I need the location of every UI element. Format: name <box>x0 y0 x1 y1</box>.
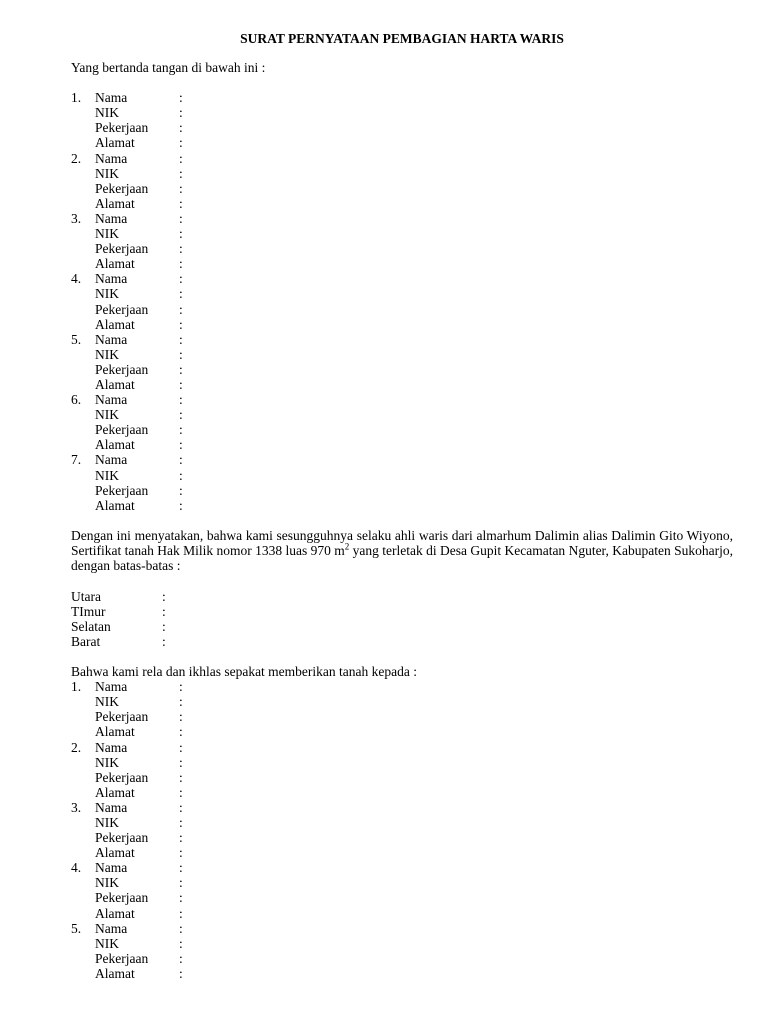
list-number: 2. <box>71 150 82 166</box>
intro-text: Yang bertanda tangan di bawah ini : <box>71 60 266 75</box>
field-label-nik: NIK <box>95 694 119 710</box>
spacer <box>71 75 733 90</box>
field-colon: : <box>179 180 183 196</box>
field-colon: : <box>179 195 183 211</box>
field-label-alamat: Alamat <box>95 437 135 453</box>
field-colon: : <box>179 392 183 408</box>
signatory-item <box>71 151 733 211</box>
field-label-pekerjaan: Pekerjaan <box>95 361 149 377</box>
field-row-nama <box>71 151 733 166</box>
field-row-alamat <box>71 785 733 800</box>
field-colon: : <box>179 407 183 423</box>
field-colon: : <box>179 724 183 740</box>
field-label-nama: Nama <box>95 150 128 166</box>
field-label-nik: NIK <box>95 754 119 770</box>
field-row-pekerjaan <box>71 362 733 377</box>
recipient-item <box>71 740 733 800</box>
field-row-pekerjaan <box>71 890 733 905</box>
field-label-pekerjaan: Pekerjaan <box>95 890 149 906</box>
signatory-item <box>71 332 733 392</box>
statement-text-continued: yang terletak di Desa Gupit Kecamatan Nguter, Kabupaten Sukoharjo, dengan batas-batas : <box>71 543 733 574</box>
field-colon: : <box>179 905 183 921</box>
field-label-pekerjaan: Pekerjaan <box>95 180 149 196</box>
field-row-alamat <box>71 966 733 981</box>
field-label-nik: NIK <box>95 346 119 362</box>
field-label-alamat: Alamat <box>95 905 135 921</box>
field-colon: : <box>179 679 183 695</box>
list-number: 1. <box>71 90 82 106</box>
field-colon: : <box>179 165 183 181</box>
field-colon: : <box>179 769 183 785</box>
field-row-alamat <box>71 317 733 332</box>
field-row-pekerjaan <box>71 709 733 724</box>
field-row-nik <box>71 407 733 422</box>
field-label-nik: NIK <box>95 467 119 483</box>
field-row-nama <box>71 392 733 407</box>
field-label-pekerjaan: Pekerjaan <box>95 422 149 438</box>
field-row-nik <box>71 468 733 483</box>
boundary-row-timur <box>71 604 733 619</box>
field-colon: : <box>179 845 183 861</box>
field-label-nik: NIK <box>95 105 119 121</box>
field-row-nik <box>71 226 733 241</box>
field-row-nik <box>71 694 733 709</box>
field-colon: : <box>179 890 183 906</box>
field-label-alamat: Alamat <box>95 376 135 392</box>
field-colon: : <box>179 422 183 438</box>
field-colon: : <box>179 226 183 242</box>
field-colon: : <box>179 950 183 966</box>
boundary-row-utara <box>71 589 733 604</box>
field-row-nama <box>71 271 733 286</box>
field-label-nama: Nama <box>95 452 128 468</box>
document-page <box>71 28 733 981</box>
field-colon: : <box>179 452 183 468</box>
signatory-item <box>71 211 733 271</box>
document-title: SURAT PERNYATAAN PEMBAGIAN HARTA WARIS <box>240 31 564 46</box>
field-colon: : <box>179 482 183 498</box>
recipient-item <box>71 921 733 981</box>
field-row-pekerjaan <box>71 483 733 498</box>
signatory-item <box>71 392 733 452</box>
list-number: 4. <box>71 860 82 876</box>
field-colon: : <box>179 739 183 755</box>
boundary-label: Utara <box>71 588 101 604</box>
recipient-item <box>71 800 733 860</box>
boundary-list <box>71 589 733 649</box>
field-row-nik <box>71 166 733 181</box>
field-colon: : <box>179 135 183 151</box>
list-number: 2. <box>71 739 82 755</box>
field-colon: : <box>179 965 183 981</box>
boundary-row-barat <box>71 634 733 649</box>
field-label-alamat: Alamat <box>95 497 135 513</box>
field-row-pekerjaan <box>71 120 733 135</box>
field-row-pekerjaan <box>71 770 733 785</box>
field-label-alamat: Alamat <box>95 845 135 861</box>
field-colon: : <box>179 271 183 287</box>
field-row-alamat <box>71 498 733 513</box>
list-number: 5. <box>71 331 82 347</box>
field-colon: : <box>179 830 183 846</box>
field-row-nama <box>71 332 733 347</box>
field-label-nik: NIK <box>95 286 119 302</box>
field-label-nama: Nama <box>95 860 128 876</box>
field-label-pekerjaan: Pekerjaan <box>95 120 149 136</box>
field-label-nik: NIK <box>95 935 119 951</box>
field-label-nik: NIK <box>95 875 119 891</box>
field-label-nama: Nama <box>95 331 128 347</box>
recipient-item <box>71 679 733 739</box>
field-row-pekerjaan <box>71 951 733 966</box>
field-colon: : <box>162 588 166 604</box>
field-row-nik <box>71 347 733 362</box>
field-row-alamat <box>71 135 733 150</box>
boundary-label: Selatan <box>71 618 111 634</box>
spacer <box>71 574 733 589</box>
area-unit-superscript: 2 <box>344 541 350 552</box>
field-colon: : <box>179 935 183 951</box>
field-colon: : <box>179 467 183 483</box>
field-colon: : <box>179 815 183 831</box>
signatory-item <box>71 90 733 150</box>
field-row-alamat <box>71 845 733 860</box>
field-colon: : <box>179 709 183 725</box>
field-row-nik <box>71 875 733 890</box>
field-label-alamat: Alamat <box>95 965 135 981</box>
field-colon: : <box>179 376 183 392</box>
field-colon: : <box>179 437 183 453</box>
field-label-alamat: Alamat <box>95 316 135 332</box>
field-row-nik <box>71 105 733 120</box>
field-colon: : <box>179 241 183 257</box>
field-row-pekerjaan <box>71 241 733 256</box>
field-colon: : <box>179 694 183 710</box>
field-colon: : <box>179 346 183 362</box>
field-label-nama: Nama <box>95 90 128 106</box>
field-row-nik <box>71 755 733 770</box>
field-row-pekerjaan <box>71 422 733 437</box>
field-colon: : <box>179 920 183 936</box>
field-colon: : <box>162 633 166 649</box>
statement-paragraph <box>71 528 733 574</box>
field-colon: : <box>179 860 183 876</box>
field-row-alamat <box>71 437 733 452</box>
field-colon: : <box>179 286 183 302</box>
field-label-alamat: Alamat <box>95 724 135 740</box>
field-colon: : <box>179 331 183 347</box>
field-row-nama <box>71 921 733 936</box>
field-row-nama <box>71 211 733 226</box>
field-label-pekerjaan: Pekerjaan <box>95 950 149 966</box>
field-label-nik: NIK <box>95 407 119 423</box>
list-number: 6. <box>71 392 82 408</box>
field-row-alamat <box>71 906 733 921</box>
field-row-alamat <box>71 256 733 271</box>
spacer <box>71 649 733 664</box>
field-label-pekerjaan: Pekerjaan <box>95 830 149 846</box>
field-row-alamat <box>71 377 733 392</box>
signatory-list <box>71 90 733 513</box>
field-row-pekerjaan <box>71 302 733 317</box>
field-row-nama <box>71 452 733 467</box>
field-row-nik <box>71 936 733 951</box>
list-number: 5. <box>71 920 82 936</box>
signatory-item <box>71 452 733 512</box>
field-colon: : <box>179 754 183 770</box>
field-row-pekerjaan <box>71 181 733 196</box>
field-label-alamat: Alamat <box>95 784 135 800</box>
recipient-item <box>71 860 733 920</box>
list-number: 4. <box>71 271 82 287</box>
field-row-nik <box>71 286 733 301</box>
field-colon: : <box>179 150 183 166</box>
field-row-nama <box>71 90 733 105</box>
field-row-alamat <box>71 196 733 211</box>
field-colon: : <box>179 316 183 332</box>
list-number: 3. <box>71 799 82 815</box>
field-label-nama: Nama <box>95 799 128 815</box>
field-label-nama: Nama <box>95 920 128 936</box>
boundary-label: Barat <box>71 633 101 649</box>
statement-text: Dengan ini menyatakan, bahwa kami sesungguhnya selaku ahli waris dari almarhum Dalimin alias Dalimin Gito Wiyono, Sertifikat tanah Hak Milik nomor 1338 luas 970 m <box>71 527 733 559</box>
field-label-alamat: Alamat <box>95 195 135 211</box>
signatory-item <box>71 271 733 331</box>
field-label-nama: Nama <box>95 679 128 695</box>
field-colon: : <box>179 256 183 272</box>
field-colon: : <box>179 784 183 800</box>
field-row-pekerjaan <box>71 830 733 845</box>
field-label-alamat: Alamat <box>95 256 135 272</box>
transfer-intro-text: Bahwa kami rela dan ikhlas sepakat memberikan tanah kepada : <box>71 664 417 680</box>
field-label-nik: NIK <box>95 815 119 831</box>
field-label-pekerjaan: Pekerjaan <box>95 709 149 725</box>
field-colon: : <box>179 875 183 891</box>
list-number: 3. <box>71 210 82 226</box>
field-colon: : <box>179 361 183 377</box>
field-label-nik: NIK <box>95 226 119 242</box>
field-label-pekerjaan: Pekerjaan <box>95 301 149 317</box>
boundary-row-selatan <box>71 619 733 634</box>
field-label-pekerjaan: Pekerjaan <box>95 769 149 785</box>
field-label-pekerjaan: Pekerjaan <box>95 482 149 498</box>
field-label-nama: Nama <box>95 739 128 755</box>
field-row-nama <box>71 800 733 815</box>
field-colon: : <box>179 799 183 815</box>
field-colon: : <box>162 618 166 634</box>
field-label-nama: Nama <box>95 210 128 226</box>
boundary-label: TImur <box>71 603 106 619</box>
field-row-nama <box>71 679 733 694</box>
recipient-list <box>71 679 733 981</box>
field-label-nik: NIK <box>95 165 119 181</box>
field-colon: : <box>179 497 183 513</box>
field-colon: : <box>179 105 183 121</box>
field-colon: : <box>179 301 183 317</box>
field-colon: : <box>162 603 166 619</box>
field-colon: : <box>179 90 183 106</box>
spacer <box>71 513 733 528</box>
field-row-nik <box>71 815 733 830</box>
list-number: 7. <box>71 452 82 468</box>
field-row-alamat <box>71 724 733 739</box>
field-row-nama <box>71 740 733 755</box>
field-label-pekerjaan: Pekerjaan <box>95 241 149 257</box>
field-colon: : <box>179 210 183 226</box>
field-label-nama: Nama <box>95 271 128 287</box>
field-colon: : <box>179 120 183 136</box>
list-number: 1. <box>71 679 82 695</box>
field-row-nama <box>71 860 733 875</box>
field-label-nama: Nama <box>95 392 128 408</box>
field-label-alamat: Alamat <box>95 135 135 151</box>
